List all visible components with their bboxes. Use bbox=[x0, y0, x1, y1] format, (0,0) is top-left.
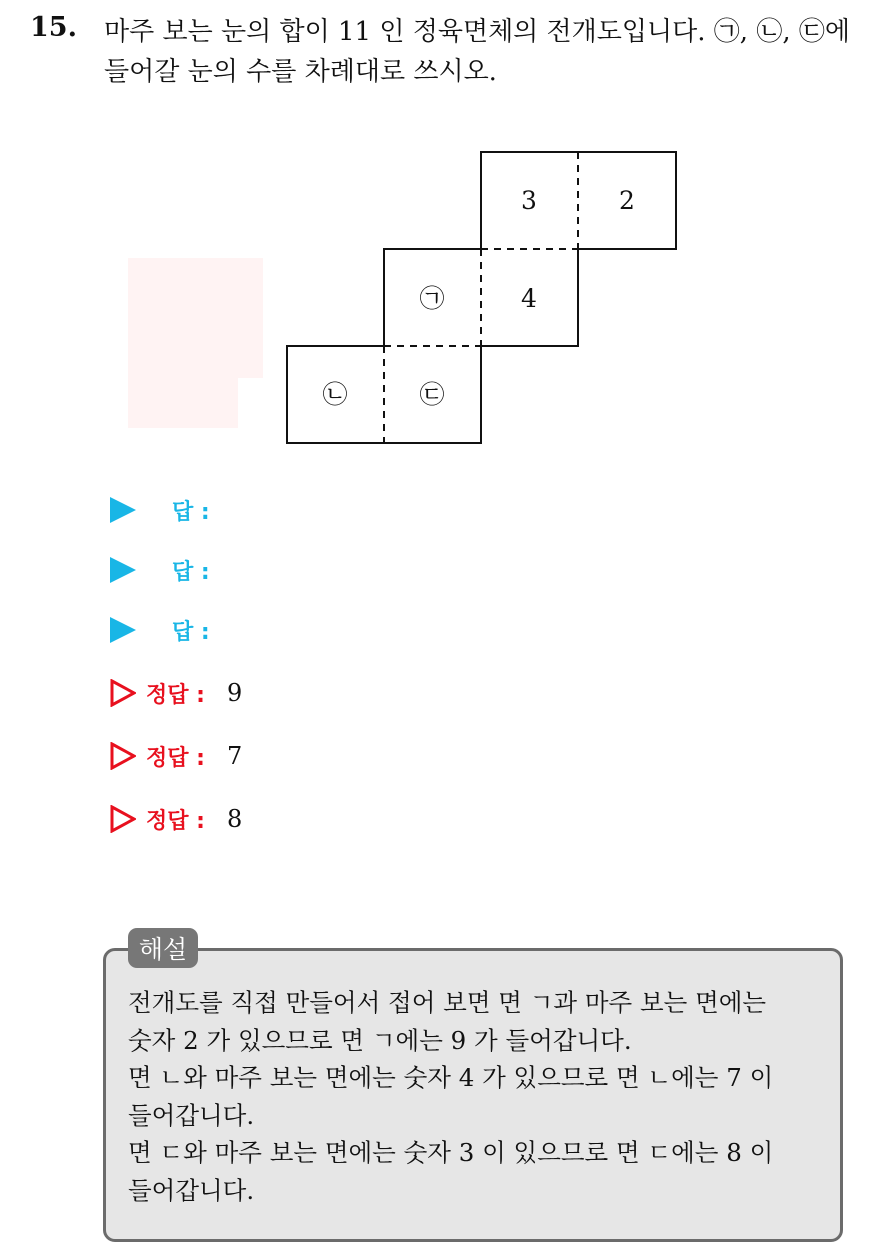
answer-label: 답 : bbox=[172, 619, 210, 645]
face-label: ㉢ bbox=[419, 380, 445, 409]
question-number: 15. bbox=[30, 12, 77, 43]
answer-row bbox=[110, 610, 232, 650]
answer-label: 답 : bbox=[172, 499, 210, 525]
explanation-line: 들어갑니다. bbox=[128, 1175, 255, 1205]
play-arrow-icon bbox=[110, 617, 136, 643]
explanation-text bbox=[128, 984, 832, 1209]
correct-answer-value: 9 bbox=[226, 679, 243, 707]
explanation-tag: 해설 bbox=[128, 928, 198, 968]
face-label: 3 bbox=[521, 186, 537, 215]
correct-answer-label: 정답 : bbox=[146, 682, 205, 708]
outline-arrow-icon bbox=[110, 805, 136, 833]
correct-answer-value: 7 bbox=[226, 742, 243, 770]
explanation-line: 면 ㄷ와 마주 보는 면에는 숫자 3 이 있으므로 면 ㄷ에는 8 이 bbox=[128, 1138, 774, 1167]
face-label: ㉡ bbox=[322, 380, 348, 409]
answer-label: 답 : bbox=[172, 559, 210, 585]
correct-answer-row bbox=[110, 673, 242, 713]
outline-arrow-icon bbox=[110, 679, 136, 707]
play-arrow-icon bbox=[110, 497, 136, 523]
face-label: 2 bbox=[619, 186, 635, 215]
correct-answer-value: 8 bbox=[226, 805, 243, 833]
answer-row bbox=[110, 550, 232, 590]
answer-row bbox=[110, 490, 232, 530]
explanation-line: 숫자 2 가 있으므로 면 ㄱ에는 9 가 들어갑니다. bbox=[128, 1025, 632, 1055]
face-label: ㉠ bbox=[419, 284, 445, 313]
correct-answer-row bbox=[110, 799, 242, 839]
outline-arrow-icon bbox=[110, 742, 136, 770]
correct-answer-label: 정답 : bbox=[146, 808, 205, 834]
explanation-line: 전개도를 직접 만들어서 접어 보면 면 ㄱ과 마주 보는 면에는 bbox=[128, 988, 767, 1017]
face-label: 4 bbox=[521, 284, 537, 313]
explanation-line: 면 ㄴ와 마주 보는 면에는 숫자 4 가 있으므로 면 ㄴ에는 7 이 bbox=[128, 1063, 774, 1092]
play-arrow-icon bbox=[110, 557, 136, 583]
correct-answer-row bbox=[110, 736, 242, 776]
question-text: 마주 보는 눈의 합이 11 인 정육면체의 전개도입니다. ㉠, ㉡, ㉢에 들어갈 눈의 수를 차례대로 쓰시오. bbox=[104, 17, 850, 87]
cube-net-diagram bbox=[0, 0, 884, 460]
correct-answer-label: 정답 : bbox=[146, 745, 205, 771]
explanation-line: 들어갑니다. bbox=[128, 1100, 255, 1130]
